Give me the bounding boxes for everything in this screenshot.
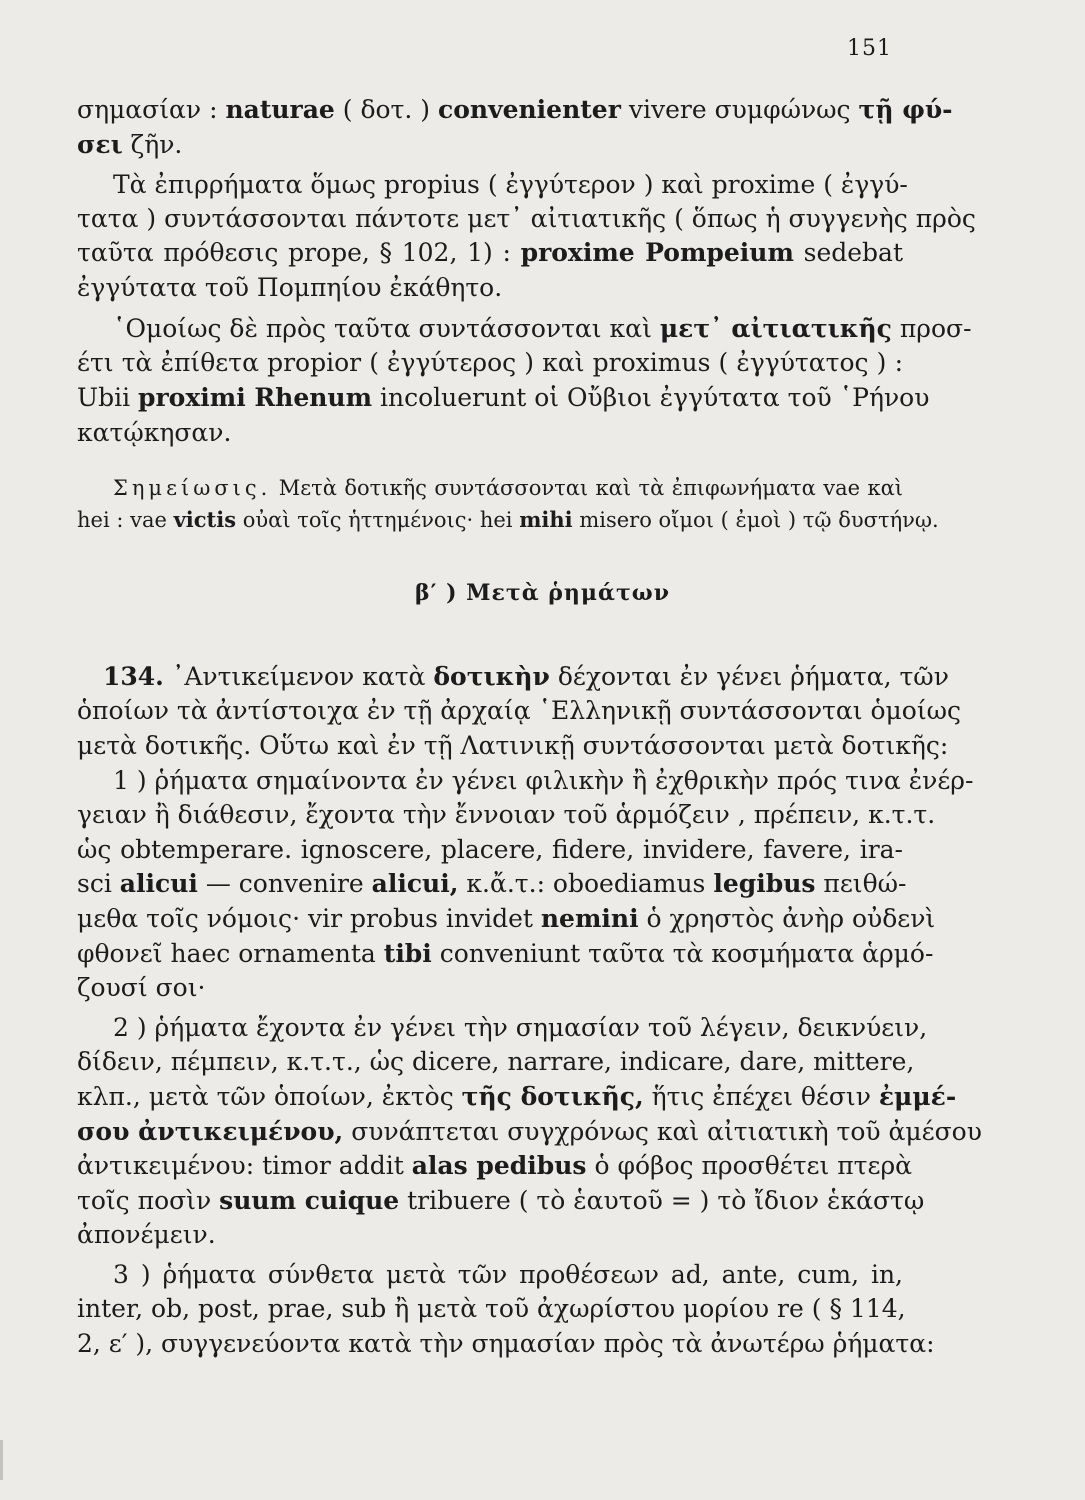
note-line <box>77 505 939 535</box>
text-run: misero οἴμοι ( ἐμοὶ ) τῷ δυστήνῳ. <box>572 508 939 532</box>
note-label: Σημείωσις. <box>113 476 272 500</box>
text-run: πειθώ- <box>815 869 907 898</box>
text-line <box>77 1045 915 1079</box>
text-line <box>77 128 903 162</box>
text-line <box>77 1115 982 1149</box>
text-run: γειαν ἢ διάθεσιν, ἔχοντα τὴν ἔννοιαν τοῦ ἁρμόζειν , πρέπειν, κ.τ.τ. <box>77 800 936 829</box>
text-line <box>113 168 908 202</box>
text-run: ( δοτ. ) <box>334 95 438 124</box>
text-run: ζῆν. <box>122 130 183 159</box>
text-run: sci <box>77 869 120 898</box>
text-line <box>113 1258 903 1292</box>
text-run: tribuere ( τὸ ἑαυτοῦ = ) τὸ ἴδιον ἑκάστῳ <box>399 1186 925 1215</box>
text-line <box>77 902 936 936</box>
text-run: 3 ) ῥήματα σύνθετα μετὰ τῶν προθέσεων ad, ante, cum, in, <box>113 1260 903 1289</box>
bold-text: nemini <box>540 904 639 933</box>
bold-text: alas pedibus <box>411 1151 587 1180</box>
text-run: 2, ε′ ), συγγενεύοντα κατὰ τὴν σημασίαν πρὸς τὰ ἀνωτέρω ῥήματα: <box>77 1329 935 1358</box>
bold-text: proximi Rhenum <box>138 383 373 412</box>
text-run: ζουσί σοι· <box>77 973 206 1002</box>
text-run: συνάπτεται συγχρόνως καὶ αἰτιατικὴ τοῦ ἀμέσου <box>343 1117 982 1146</box>
bold-text: tibi <box>383 939 432 968</box>
text-run: Ubii <box>77 383 139 412</box>
text-run: τοῖς ποσὶν <box>77 1186 220 1215</box>
bold-text: δοτικὴν <box>433 662 550 691</box>
text-line <box>77 971 903 1005</box>
text-run: ῾Ομοίως δὲ πρὸς ταῦτα συντάσσονται καὶ <box>113 314 660 343</box>
text-line <box>77 1327 935 1361</box>
text-run: σημασίαν : <box>77 95 226 124</box>
section-number: 134. <box>103 662 164 691</box>
text-run: μετὰ δοτικῆς. Οὕτω καὶ ἐν τῇ Λατινικῇ συντάσσονται μετὰ δοτικῆς: <box>77 731 949 760</box>
text-line <box>77 202 976 236</box>
bold-text: τῇ φύ- <box>858 95 953 124</box>
text-line <box>77 1184 925 1218</box>
text-line <box>113 764 974 798</box>
text-run: φθονεῖ haec ornamenta <box>77 939 384 968</box>
text-run: έτι τὰ ἐπίθετα propior ( ἐγγύτερος ) καὶ proximus ( ἐγγύτατος ) : <box>77 348 903 377</box>
text-line <box>77 93 953 127</box>
bold-text: τῆς δοτικῆς, <box>461 1082 644 1111</box>
bold-text: victis <box>173 507 237 532</box>
text-line <box>77 729 949 763</box>
text-line <box>77 1218 903 1252</box>
bold-text: σου ἀντικειμένου, <box>77 1117 344 1146</box>
text-line <box>77 1292 906 1326</box>
text-run: ἀντικειμένου: timor addit <box>77 1151 412 1180</box>
text-line <box>77 381 930 415</box>
bold-text: σει <box>77 130 123 159</box>
bold-text: μετ᾽ αἰτιατικῆς <box>659 314 892 343</box>
text-line <box>77 416 903 450</box>
text-line <box>77 937 934 971</box>
text-line <box>77 694 962 728</box>
bold-text: alicui, <box>371 869 459 898</box>
note-line <box>113 473 903 503</box>
text-run: 2 ) ῥήματα ἔχοντα ἐν γένει τὴν σημασίαν τοῦ λέγειν, δεικνύειν, <box>113 1013 928 1042</box>
text-run: vivere συμφώνως <box>620 95 859 124</box>
text-run: προσ- <box>891 314 972 343</box>
text-run: μεθα τοῖς νόμοις· vir probus invidet <box>77 904 541 933</box>
text-line <box>77 346 903 380</box>
text-line <box>77 1080 957 1114</box>
bold-text: proxime Pompeium <box>520 238 794 267</box>
text-run: inter, ob, post, prae, sub ἢ μετὰ τοῦ ἀχωρίστου μορίου re ( § 114, <box>77 1294 906 1323</box>
bold-text: ἐμμέ- <box>878 1082 957 1111</box>
scan-smudge <box>0 1440 3 1480</box>
text-run: hei : vae <box>77 508 174 532</box>
bold-text: legibus <box>713 869 816 898</box>
bold-text: mihi <box>519 507 573 532</box>
text-run: τατα ) συντάσσονται πάντοτε μετ᾽ αἰτιατικῆς ( ὅπως ἡ συγγενὴς πρὸς <box>77 204 976 233</box>
bold-text: convenienter <box>438 95 621 124</box>
text-line <box>113 312 972 346</box>
section-subheading: β′ ) Μετὰ ῥημάτων <box>415 580 670 606</box>
bold-text: naturae <box>225 95 335 124</box>
text-run: Μετὰ δοτικῆς συντάσσονται καὶ τὰ ἐπιφωνήματα vae καὶ <box>271 476 903 500</box>
text-run: δίδειν, πέμπειν, κ.τ.τ., ὡς dicere, narrare, indicare, dare, mittere, <box>77 1047 915 1076</box>
text-line <box>113 1011 928 1045</box>
text-line <box>77 236 903 270</box>
text-run: ὁ χρηστὸς ἀνὴρ οὐδενὶ <box>638 904 936 933</box>
text-run: ὁ φόβος προσθέτει πτερὰ <box>586 1151 913 1180</box>
text-run: κατῴκησαν. <box>77 418 232 447</box>
bold-text: suum cuique <box>219 1186 400 1215</box>
text-run: ἀπονέμειν. <box>77 1220 216 1249</box>
text-run: ἐγγύτατα τοῦ Πομπηίου ἐκάθητο. <box>77 273 503 302</box>
text-run: κ.ἄ.τ.: oboediamus <box>458 869 714 898</box>
text-run: — convenire <box>197 869 372 898</box>
text-run: Τὰ ἐπιρρήματα ὅμως propius ( ἐγγύτερον ) καὶ proxime ( ἐγγύ- <box>113 170 908 199</box>
text-run: κλπ., μετὰ τῶν ὁποίων, ἐκτὸς <box>77 1082 462 1111</box>
page-number: 151 <box>847 36 892 61</box>
text-line <box>77 271 903 305</box>
text-line <box>77 867 907 901</box>
text-run: ὡς obtemperare. ignoscere, placere, fidere, invidere, favere, ira- <box>77 835 903 864</box>
text-run: οὐαὶ τοῖς ἡττημένοις· hei <box>236 508 520 532</box>
text-run: ταῦτα πρόθεσις prope, § 102, 1) : <box>77 238 521 267</box>
text-run: ὁποίων τὰ ἀντίστοιχα ἐν τῇ ἀρχαίᾳ ῾Ελληνικῇ συντάσσονται ὁμοίως <box>77 696 962 725</box>
text-run: incoluerunt οἱ Οὔβιοι ἐγγύτατα τοῦ ῾Ρήνου <box>372 383 930 412</box>
text-line <box>77 798 936 832</box>
text-line <box>103 660 949 694</box>
bold-text: alicui <box>119 869 198 898</box>
text-run: δέχονται ἐν γένει ῥήματα, τῶν <box>549 662 949 691</box>
text-line <box>77 833 903 867</box>
text-run: ᾽Αντικείμενον κατὰ <box>163 662 434 691</box>
text-line <box>77 1149 913 1183</box>
text-run: ἥτις ἐπέχει θέσιν <box>643 1082 879 1111</box>
text-run: sedebat <box>793 238 904 267</box>
text-run: 1 ) ῥήματα σημαίνοντα ἐν γένει φιλικὴν ἢ ἐχθρικὴν πρός τινα ἐνέρ- <box>113 766 974 795</box>
text-run: conveniunt ταῦτα τὰ κοσμήματα ἁρμό- <box>431 939 934 968</box>
